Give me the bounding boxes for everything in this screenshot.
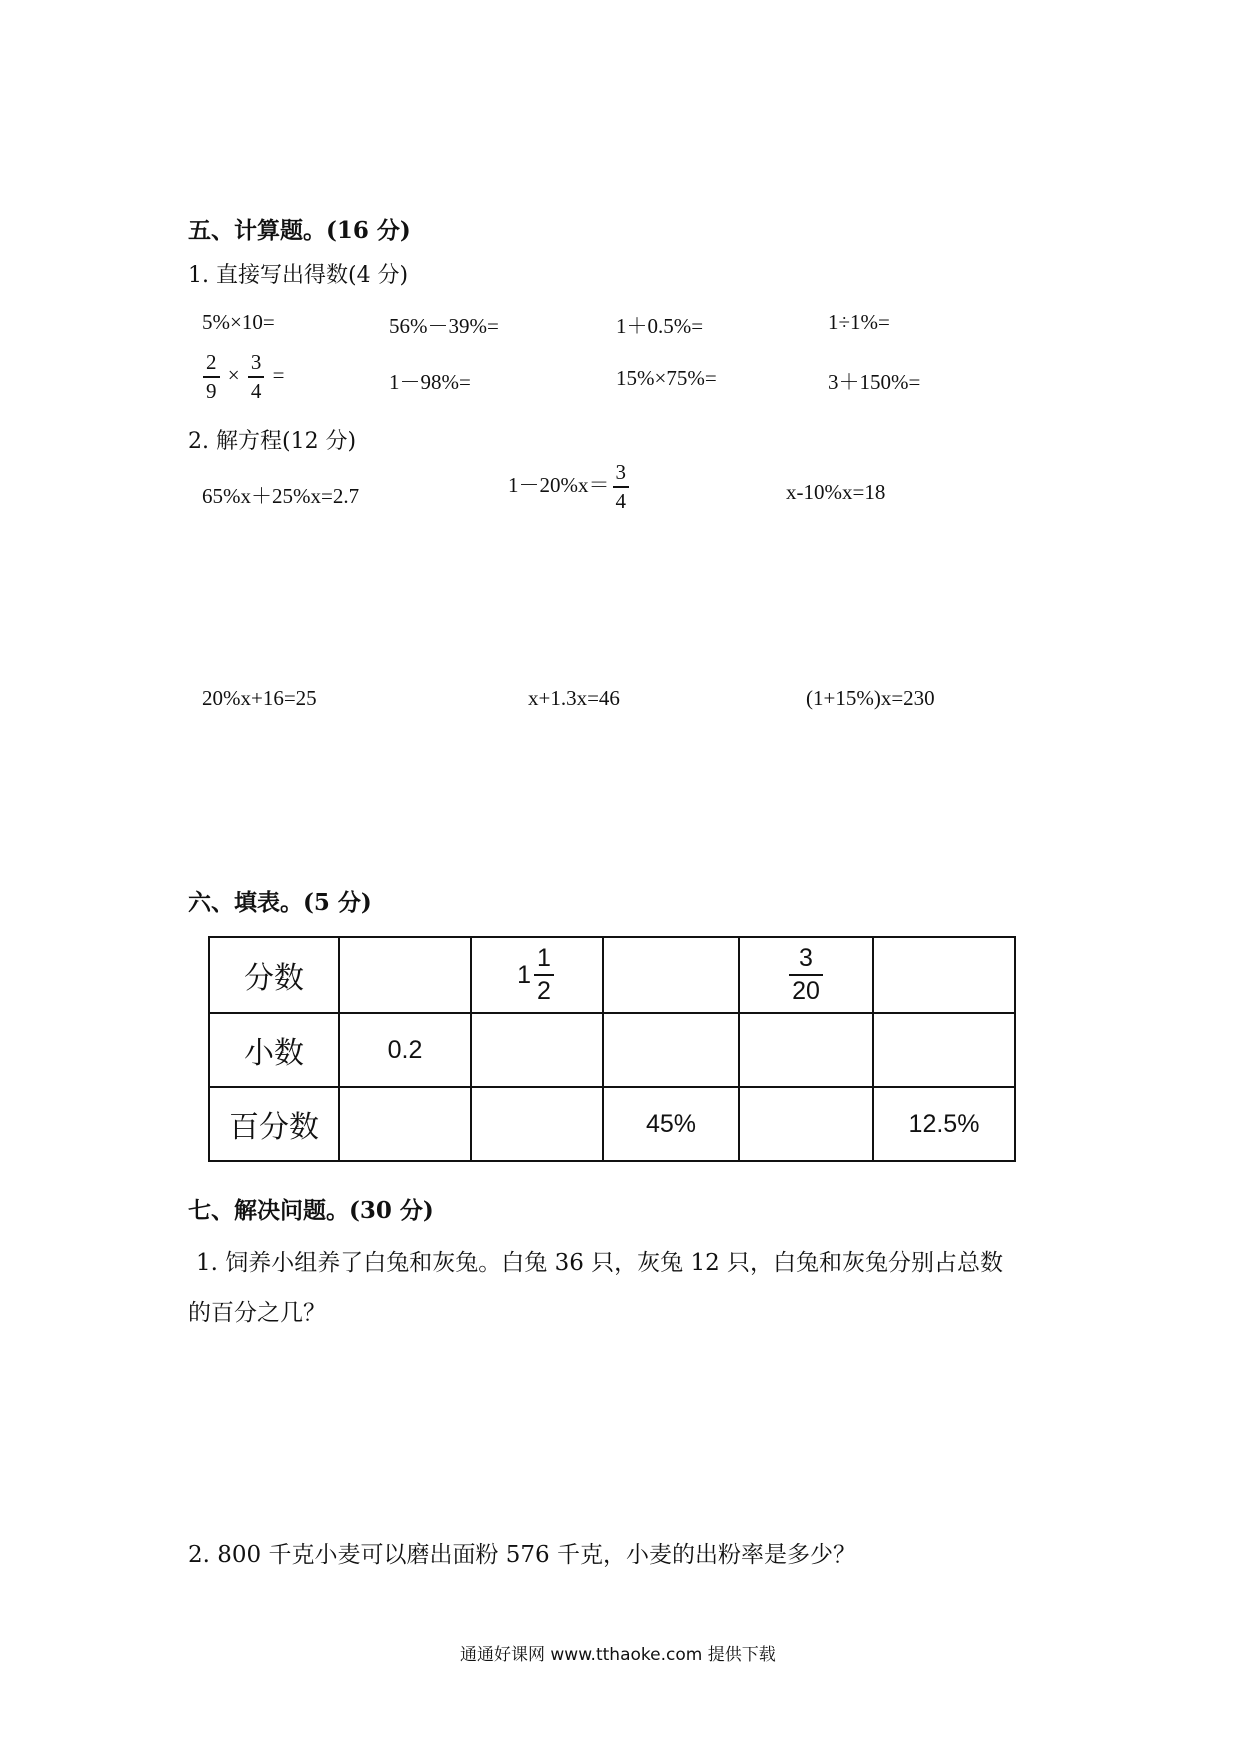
section6-title: 六、填表。(5 分) [188, 889, 372, 916]
equation: (1+15%)x=230 [806, 686, 935, 710]
table-cell[interactable] [471, 1087, 603, 1161]
fraction: $\frac{3}{20}$ [789, 946, 823, 1004]
calc-item: 1÷1%= [828, 310, 890, 334]
section5-title: 五、计算题。(16 分) [188, 217, 411, 244]
calc-item: 5%×10= [202, 310, 275, 334]
problem-1-line-2: 的百分之几？ [188, 1300, 326, 1326]
fraction: $\frac{3}{4}$ [613, 462, 630, 512]
q1-title: 1. 直接写出得数(4 分) [188, 263, 409, 288]
table-cell[interactable] [471, 937, 603, 1013]
table-row [209, 1013, 1015, 1087]
section7-title: 七、解决问题。(30 分) [188, 1197, 434, 1224]
equation: x-10%x=18 [786, 480, 886, 504]
table-row [209, 1087, 1015, 1161]
mixed-number: 1 $\frac{1}{2}$ [517, 946, 557, 1004]
table-cell[interactable] [603, 1013, 739, 1087]
calc-item: 1－98%= [389, 370, 471, 394]
row-head: 小数 [209, 1013, 339, 1087]
table-cell[interactable] [873, 937, 1015, 1013]
problem-2: 2. 800 千克小麦可以磨出面粉 576 千克，小麦的出粉率是多少？ [188, 1542, 856, 1568]
calc-item: 56%－39%= [389, 314, 499, 338]
table-row [209, 937, 1015, 1013]
table-cell[interactable] [739, 937, 873, 1013]
calc-item: 15%×75%= [616, 366, 717, 390]
table-cell[interactable] [339, 937, 471, 1013]
table-cell[interactable] [873, 1013, 1015, 1087]
table-cell: 45% [603, 1087, 739, 1161]
equation: x+1.3x=46 [528, 686, 620, 710]
footer-credit: 通通好课网 www.tthaoke.com 提供下载 [460, 1645, 776, 1665]
fraction: $\frac{3}{4}$ [248, 352, 265, 402]
table-cell[interactable] [339, 1087, 471, 1161]
calc-item: 3＋150%= [828, 370, 921, 394]
table-cell: 12.5% [873, 1087, 1015, 1161]
equation: 20%x+16=25 [202, 686, 317, 710]
calc-item: 1＋0.5%= [616, 314, 704, 338]
problem-1-line-1: 1. 饲养小组养了白兔和灰兔。白兔 36 只，灰兔 12 只，白兔和灰兔分别占总数 [196, 1250, 1004, 1276]
q2-title: 2. 解方程(12 分) [188, 429, 357, 454]
table-cell: 0.2 [339, 1013, 471, 1087]
conversion-table [208, 936, 1016, 1162]
table-cell[interactable] [471, 1013, 603, 1087]
table-cell[interactable] [603, 937, 739, 1013]
fraction: $\frac{2}{9}$ [203, 352, 220, 402]
fraction-product: $\frac{2}{9}$ × $\frac{3}{4}$ = [200, 352, 284, 402]
row-head: 分数 [209, 937, 339, 1013]
table-cell[interactable] [739, 1013, 873, 1087]
equation: 1－20%x＝ $\frac{3}{4}$ [508, 462, 632, 512]
table-cell[interactable] [739, 1087, 873, 1161]
equation: 65%x＋25%x=2.7 [202, 484, 360, 508]
row-head: 百分数 [209, 1087, 339, 1161]
